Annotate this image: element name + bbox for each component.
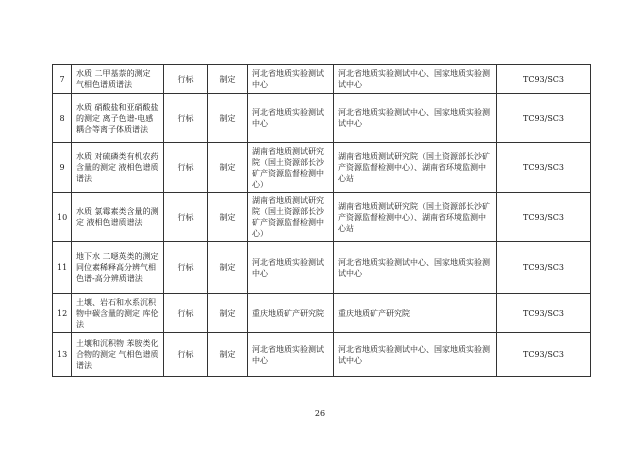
row-number: 12	[53, 294, 72, 333]
committee-code: TC93/SC3	[497, 193, 591, 242]
row-number: 7	[53, 65, 72, 94]
committee-code: TC93/SC3	[497, 143, 591, 193]
standard-type: 行标	[164, 94, 208, 143]
standard-name: 水质 硝酸盐和亚硝酸盐的测定 离子色谱-电感耦合等离子体质谱法	[72, 94, 164, 143]
standard-type: 行标	[164, 333, 208, 377]
standard-nature: 制定	[208, 193, 248, 242]
table-row	[53, 294, 591, 333]
standard-nature: 制定	[208, 65, 248, 94]
standard-type: 行标	[164, 193, 208, 242]
standard-type: 行标	[164, 143, 208, 193]
lead-unit: 河北省地质实验测试中心	[248, 65, 334, 94]
standard-nature: 制定	[208, 294, 248, 333]
participating-units: 河北省地质实验测试中心、国家地质实验测试中心	[334, 242, 497, 294]
standard-name: 水质 二甲基萘的测定 气相色谱质谱法	[72, 65, 164, 94]
table-row	[53, 143, 591, 193]
lead-unit: 湖南省地质测试研究院（国土资源部长沙矿产资源监督检测中心）	[248, 143, 334, 193]
lead-unit: 河北省地质实验测试中心	[248, 333, 334, 377]
standard-name: 土壤、岩石和水系沉积物中碳含量的测定 库伦法	[72, 294, 164, 333]
standard-nature: 制定	[208, 94, 248, 143]
participating-units: 河北省地质实验测试中心、国家地质实验测试中心	[334, 94, 497, 143]
standards-table	[52, 64, 591, 377]
committee-code: TC93/SC3	[497, 333, 591, 377]
row-number: 11	[53, 242, 72, 294]
table-row	[53, 333, 591, 377]
table-row	[53, 65, 591, 94]
standard-type: 行标	[164, 65, 208, 94]
committee-code: TC93/SC3	[497, 294, 591, 333]
standard-type: 行标	[164, 294, 208, 333]
lead-unit: 湖南省地质测试研究院（国土资源部长沙矿产资源监督检测中心）	[248, 193, 334, 242]
participating-units: 河北省地质实验测试中心、国家地质实验测试中心	[334, 65, 497, 94]
standard-nature: 制定	[208, 143, 248, 193]
table-row	[53, 193, 591, 242]
lead-unit: 河北省地质实验测试中心	[248, 94, 334, 143]
committee-code: TC93/SC3	[497, 65, 591, 94]
standard-name: 地下水 二噁英类的测定 同位素稀释高分辨气相色谱-高分辨质谱法	[72, 242, 164, 294]
participating-units: 河北省地质实验测试中心、国家地质实验测试中心	[334, 333, 497, 377]
participating-units: 湖南省地质测试研究院（国土资源部长沙矿产资源监督检测中心）、湖南省环境监测中心站	[334, 193, 497, 242]
standard-name: 水质 氯霉素类含量的测定 液相色谱质谱法	[72, 193, 164, 242]
standard-type: 行标	[164, 242, 208, 294]
page-number: 26	[314, 409, 326, 418]
table-row	[53, 94, 591, 143]
standard-nature: 制定	[208, 242, 248, 294]
row-number: 9	[53, 143, 72, 193]
participating-units: 重庆地质矿产研究院	[334, 294, 497, 333]
standard-name: 水质 对硫磷类有机农药含量的测定 液相色谱质谱法	[72, 143, 164, 193]
table-row	[53, 242, 591, 294]
row-number: 10	[53, 193, 72, 242]
row-number: 8	[53, 94, 72, 143]
participating-units: 湖南省地质测试研究院（国土资源部长沙矿产资源监督检测中心）、湖南省环境监测中心站	[334, 143, 497, 193]
lead-unit: 重庆地质矿产研究院	[248, 294, 334, 333]
row-number: 13	[53, 333, 72, 377]
committee-code: TC93/SC3	[497, 94, 591, 143]
standard-nature: 制定	[208, 333, 248, 377]
lead-unit: 河北省地质实验测试中心	[248, 242, 334, 294]
standard-name: 土壤和沉积物 苯胺类化合物的测定 气相色谱质谱法	[72, 333, 164, 377]
committee-code: TC93/SC3	[497, 242, 591, 294]
